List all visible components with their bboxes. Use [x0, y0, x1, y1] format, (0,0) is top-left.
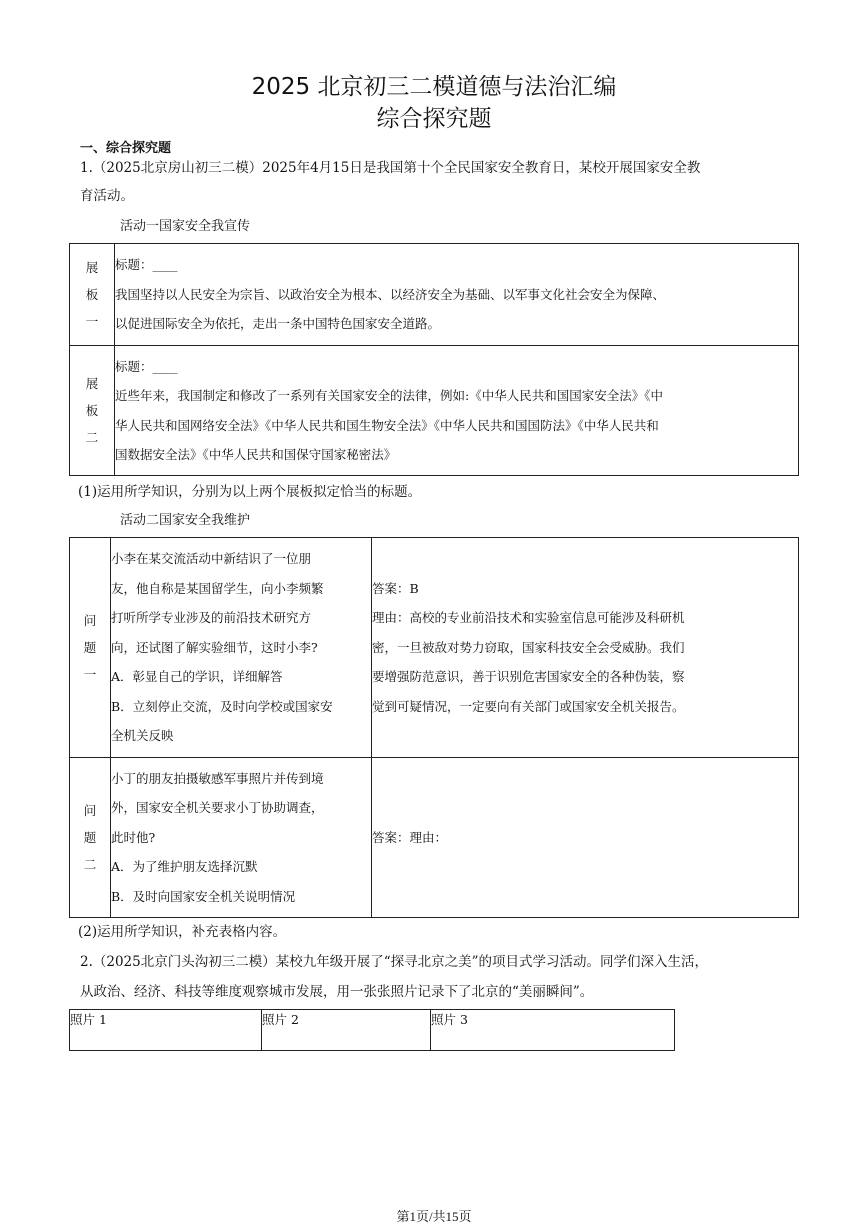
answer-line: 答案：B — [372, 580, 419, 596]
document-title: 2025 北京初三二模道德与法治汇编 — [251, 74, 617, 100]
board-1-row — [70, 244, 799, 346]
board-2-line: 近些年来，我国制定和修改了一系列有关国家安全的法律，例如:《中华人民共和国国家安全法》《中 — [115, 388, 663, 403]
question-line: 小李在某交流活动中新结识了一位朋 — [111, 551, 312, 567]
board-1-title-blank: 标题：____ — [115, 257, 178, 273]
problem-2-answer — [372, 758, 799, 918]
question-1-stem-line-1: 1.（2025北京房山初三二模）2025年4月15日是我国第十个全民国家安全教育日，某校开展国家安全教 — [80, 160, 701, 176]
option-b: B．立刻停止交流，及时向学校或国家安 — [111, 698, 333, 714]
board-2-row — [70, 346, 799, 476]
problem-2-row — [70, 758, 799, 918]
sub-question-1: (1)运用所学知识，分别为以上两个展板拟定恰当的标题。 — [78, 484, 422, 500]
photo-1-cell: 照片 1 — [70, 1010, 262, 1051]
board-2-content — [115, 346, 799, 476]
reason-line: 理由：高校的专业前沿技术和实验室信息可能涉及科研机 — [372, 610, 685, 626]
activity-2-table — [69, 537, 799, 918]
problem-1-label: 问 题 一 — [70, 538, 111, 758]
problem-1-row — [70, 538, 799, 758]
problem-2-label: 问 题 二 — [70, 758, 111, 918]
reason-line: 要增强防范意识，善于识别危害国家安全的各种伪装，察 — [372, 669, 685, 685]
answer-blank-line: 答案：理由： — [372, 829, 448, 845]
problem-1-question — [111, 538, 372, 758]
board-1-label: 展 板 一 — [70, 244, 115, 346]
question-2-stem-line-2: 从政治、经济、科技等维度观察城市发展，用一张张照片记录下了北京的“美丽瞬间”。 — [80, 984, 594, 1000]
question-line: 友，他自称是某国留学生，向小李频繁 — [111, 580, 324, 596]
board-2-line: 华人民共和国网络安全法》《中华人民共和国生物安全法》《中华人民共和国国防法》《中华人民共和 — [115, 417, 659, 433]
sub-question-2: (2)运用所学知识，补充表格内容。 — [78, 924, 287, 940]
activity-1-heading: 活动一国家安全我宣传 — [120, 219, 251, 234]
question-line: 小丁的朋友拍摄敏感军事照片并传到境 — [111, 770, 324, 786]
photo-2-cell: 照片 2 — [262, 1010, 431, 1051]
reason-line: 密，一旦被敌对势力窃取，国家科技安全会受威胁。我们 — [372, 639, 685, 655]
problem-1-answer — [372, 538, 799, 758]
question-2-stem-line-1: 2.（2025北京门头沟初三二模）某校九年级开展了“探寻北京之美”的项目式学习活动。同学们深入生活， — [80, 954, 709, 970]
question-line: 外，国家安全机关要求小丁协助调查， — [111, 800, 324, 816]
board-1-line: 我国坚持以人民安全为宗旨、以政治安全为根本、以经济安全为基础、以军事文化社会安全为保障、 — [115, 286, 666, 302]
question-line: 向，还试图了解实验细节，这时小李? — [111, 639, 318, 655]
board-2-label: 展 板 二 — [70, 346, 115, 476]
question-1-stem-line-2: 育活动。 — [80, 188, 134, 204]
option-b: B．及时向国家安全机关说明情况 — [111, 888, 296, 904]
option-b-continued: 全机关反映 — [111, 728, 174, 744]
board-2-line: 国数据安全法》《中华人民共和国保守国家秘密法》 — [115, 447, 397, 462]
board-2-title-blank: 标题：____ — [115, 358, 178, 374]
board-1-line: 以促进国际安全为依托，走出一条中国特色国家安全道路。 — [115, 316, 441, 332]
question-line: 打听所学专业涉及的前沿技术研究方 — [111, 610, 312, 626]
option-a: A．为了维护朋友选择沉默 — [111, 859, 258, 875]
photo-header-row — [70, 1010, 675, 1051]
activity-2-heading: 活动二国家安全我维护 — [120, 513, 251, 528]
photo-3-cell: 照片 3 — [431, 1010, 675, 1051]
problem-2-question — [111, 758, 372, 918]
page-footer: 第1页/共15页 — [396, 1209, 472, 1224]
question-line: 此时他? — [111, 829, 156, 845]
document-subtitle: 综合探究题 — [376, 106, 492, 132]
photo-table — [69, 1009, 675, 1051]
reason-line: 觉到可疑情况，一定要向有关部门或国家安全机关报告。 — [372, 698, 685, 714]
option-a: A．彰显自己的学识，详细解答 — [111, 669, 283, 685]
activity-1-table — [69, 243, 799, 476]
section-heading: 一、综合探究题 — [80, 141, 172, 156]
board-1-content — [115, 244, 799, 346]
